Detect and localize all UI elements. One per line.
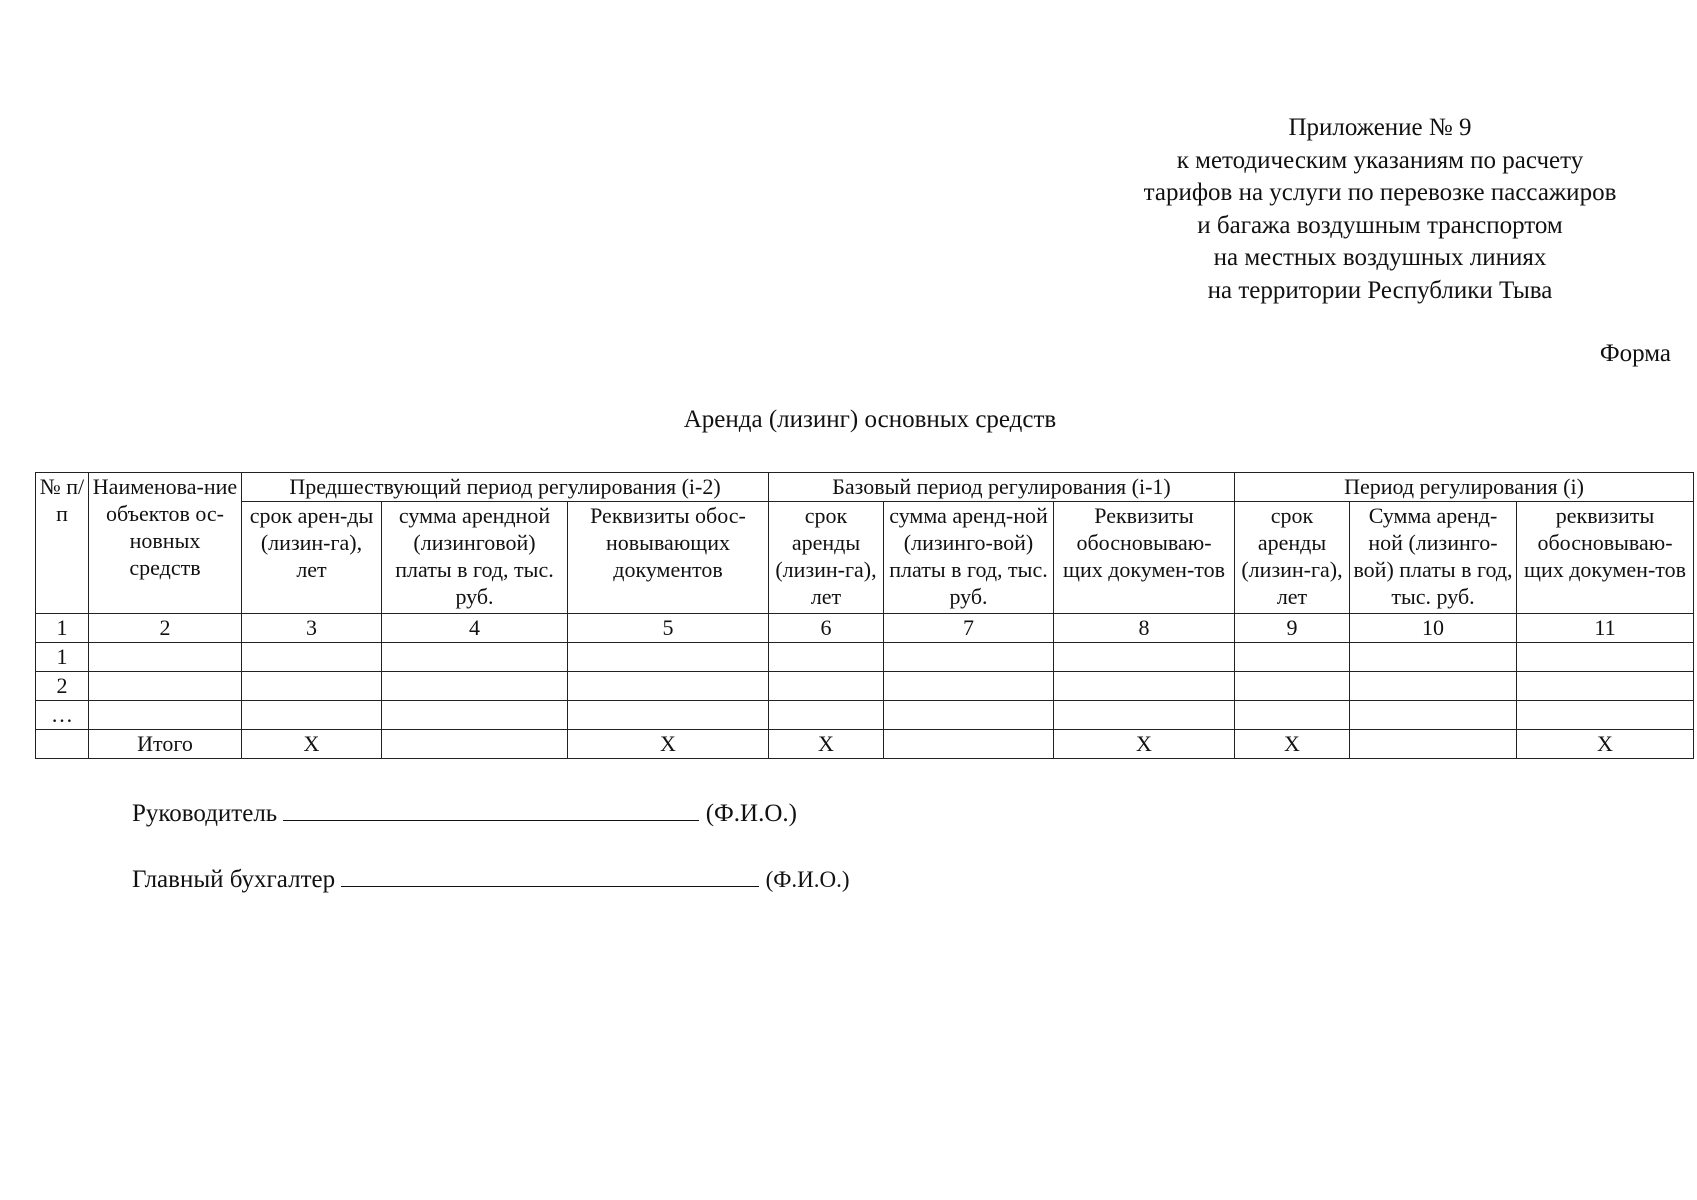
table-cell (89, 672, 242, 701)
table-cell (568, 701, 769, 730)
group-previous-period: Предшествующий период регулирования (i-2) (242, 473, 769, 502)
column-number: 4 (382, 614, 568, 643)
total-cell: Х (1517, 730, 1694, 759)
appendix-line: и багажа воздушным транспортом (1197, 211, 1563, 239)
subheader-cell: Сумма аренд-ной (лизинго-вой) платы в год, тыс. руб. (1350, 502, 1517, 614)
table-row (36, 643, 1694, 672)
table-cell (1517, 701, 1694, 730)
column-number: 10 (1350, 614, 1517, 643)
signature-accountant-line[interactable] (341, 864, 759, 887)
table-cell (382, 643, 568, 672)
group-base-period: Базовый период регулирования (i-1) (769, 473, 1235, 502)
table-cell (242, 701, 382, 730)
table-cell (769, 672, 884, 701)
table-cell (568, 672, 769, 701)
signature-accountant-label: Главный бухгалтер (132, 866, 336, 893)
table-cell (884, 643, 1054, 672)
header-row-columns (36, 502, 1694, 614)
group-regulation-period: Период регулирования (i) (1235, 473, 1694, 502)
column-number: 11 (1517, 614, 1694, 643)
subheader-cell: срок аренды (лизин-га), лет (769, 502, 884, 614)
table-cell (1350, 643, 1517, 672)
table-row (36, 701, 1694, 730)
table-row (36, 672, 1694, 701)
total-cell: Х (568, 730, 769, 759)
table-cell (884, 701, 1054, 730)
column-number-row (36, 614, 1694, 643)
column-number: 5 (568, 614, 769, 643)
appendix-line: к методическим указаниям по расчету (1176, 146, 1584, 174)
total-cell (36, 730, 89, 759)
total-label: Итого (89, 730, 242, 759)
column-number: 9 (1235, 614, 1350, 643)
table-cell (1350, 701, 1517, 730)
table-cell (242, 643, 382, 672)
lease-table (35, 472, 1694, 759)
table-cell (1517, 672, 1694, 701)
total-cell: Х (1235, 730, 1350, 759)
table-cell (769, 643, 884, 672)
subheader-cell: Реквизиты обосновываю-щих докумен-тов (1054, 502, 1235, 614)
table-cell (382, 701, 568, 730)
table-cell (89, 701, 242, 730)
column-number: 8 (1054, 614, 1235, 643)
table-cell (1054, 701, 1235, 730)
table-cell (769, 701, 884, 730)
column-number: 6 (769, 614, 884, 643)
table-cell (1054, 672, 1235, 701)
table-cell (1235, 643, 1350, 672)
header-asset-name: Наименова-ние объектов ос-новных средств (89, 473, 242, 614)
table-cell (1517, 643, 1694, 672)
total-cell (884, 730, 1054, 759)
total-cell: Х (1054, 730, 1235, 759)
appendix-header (1100, 112, 1660, 307)
table-cell (568, 643, 769, 672)
signature-head-fio: (Ф.И.О.) (705, 800, 797, 827)
column-number: 2 (89, 614, 242, 643)
header-row-groups (36, 473, 1694, 502)
appendix-line: Приложение № 9 (1288, 114, 1472, 141)
column-number: 3 (242, 614, 382, 643)
table-cell: 1 (36, 643, 89, 672)
table-cell (1350, 672, 1517, 701)
total-cell: Х (242, 730, 382, 759)
signature-accountant-fio: (Ф.И.О.) (765, 867, 850, 892)
header-number: № п/п (36, 473, 89, 614)
column-number: 1 (36, 614, 89, 643)
subheader-cell: реквизиты обосновываю-щих докумен-тов (1517, 502, 1694, 614)
signature-head (132, 798, 797, 828)
subheader-cell: сумма арендной (лизинговой) платы в год, тыс. руб. (382, 502, 568, 614)
table-cell (89, 643, 242, 672)
signature-head-label: Руководитель (132, 800, 278, 827)
form-label: Форма (1599, 340, 1671, 367)
total-cell (1350, 730, 1517, 759)
table-cell (242, 672, 382, 701)
signature-accountant (132, 864, 850, 894)
document-title: Аренда (лизинг) основных средств (683, 406, 1057, 433)
column-number: 7 (884, 614, 1054, 643)
total-cell (382, 730, 568, 759)
subheader-cell: Реквизиты обос-новывающих документов (568, 502, 769, 614)
appendix-line: тарифов на услуги по перевозке пассажиров (1143, 179, 1617, 206)
appendix-line: на местных воздушных линиях (1213, 244, 1547, 271)
table-cell: … (36, 701, 89, 730)
table-cell (1235, 701, 1350, 730)
appendix-line: на территории Республики Тыва (1207, 276, 1553, 304)
table-cell: 2 (36, 672, 89, 701)
table-cell (884, 672, 1054, 701)
table-cell (1235, 672, 1350, 701)
total-row (36, 730, 1694, 759)
subheader-cell: срок аренды (лизин-га), лет (1235, 502, 1350, 614)
subheader-cell: срок арен-ды (лизин-га), лет (242, 502, 382, 614)
table-cell (1054, 643, 1235, 672)
subheader-cell: сумма аренд-ной (лизинго-вой) платы в год, тыс. руб. (884, 502, 1054, 614)
total-cell: Х (769, 730, 884, 759)
table-cell (382, 672, 568, 701)
signature-head-line[interactable] (283, 798, 699, 821)
